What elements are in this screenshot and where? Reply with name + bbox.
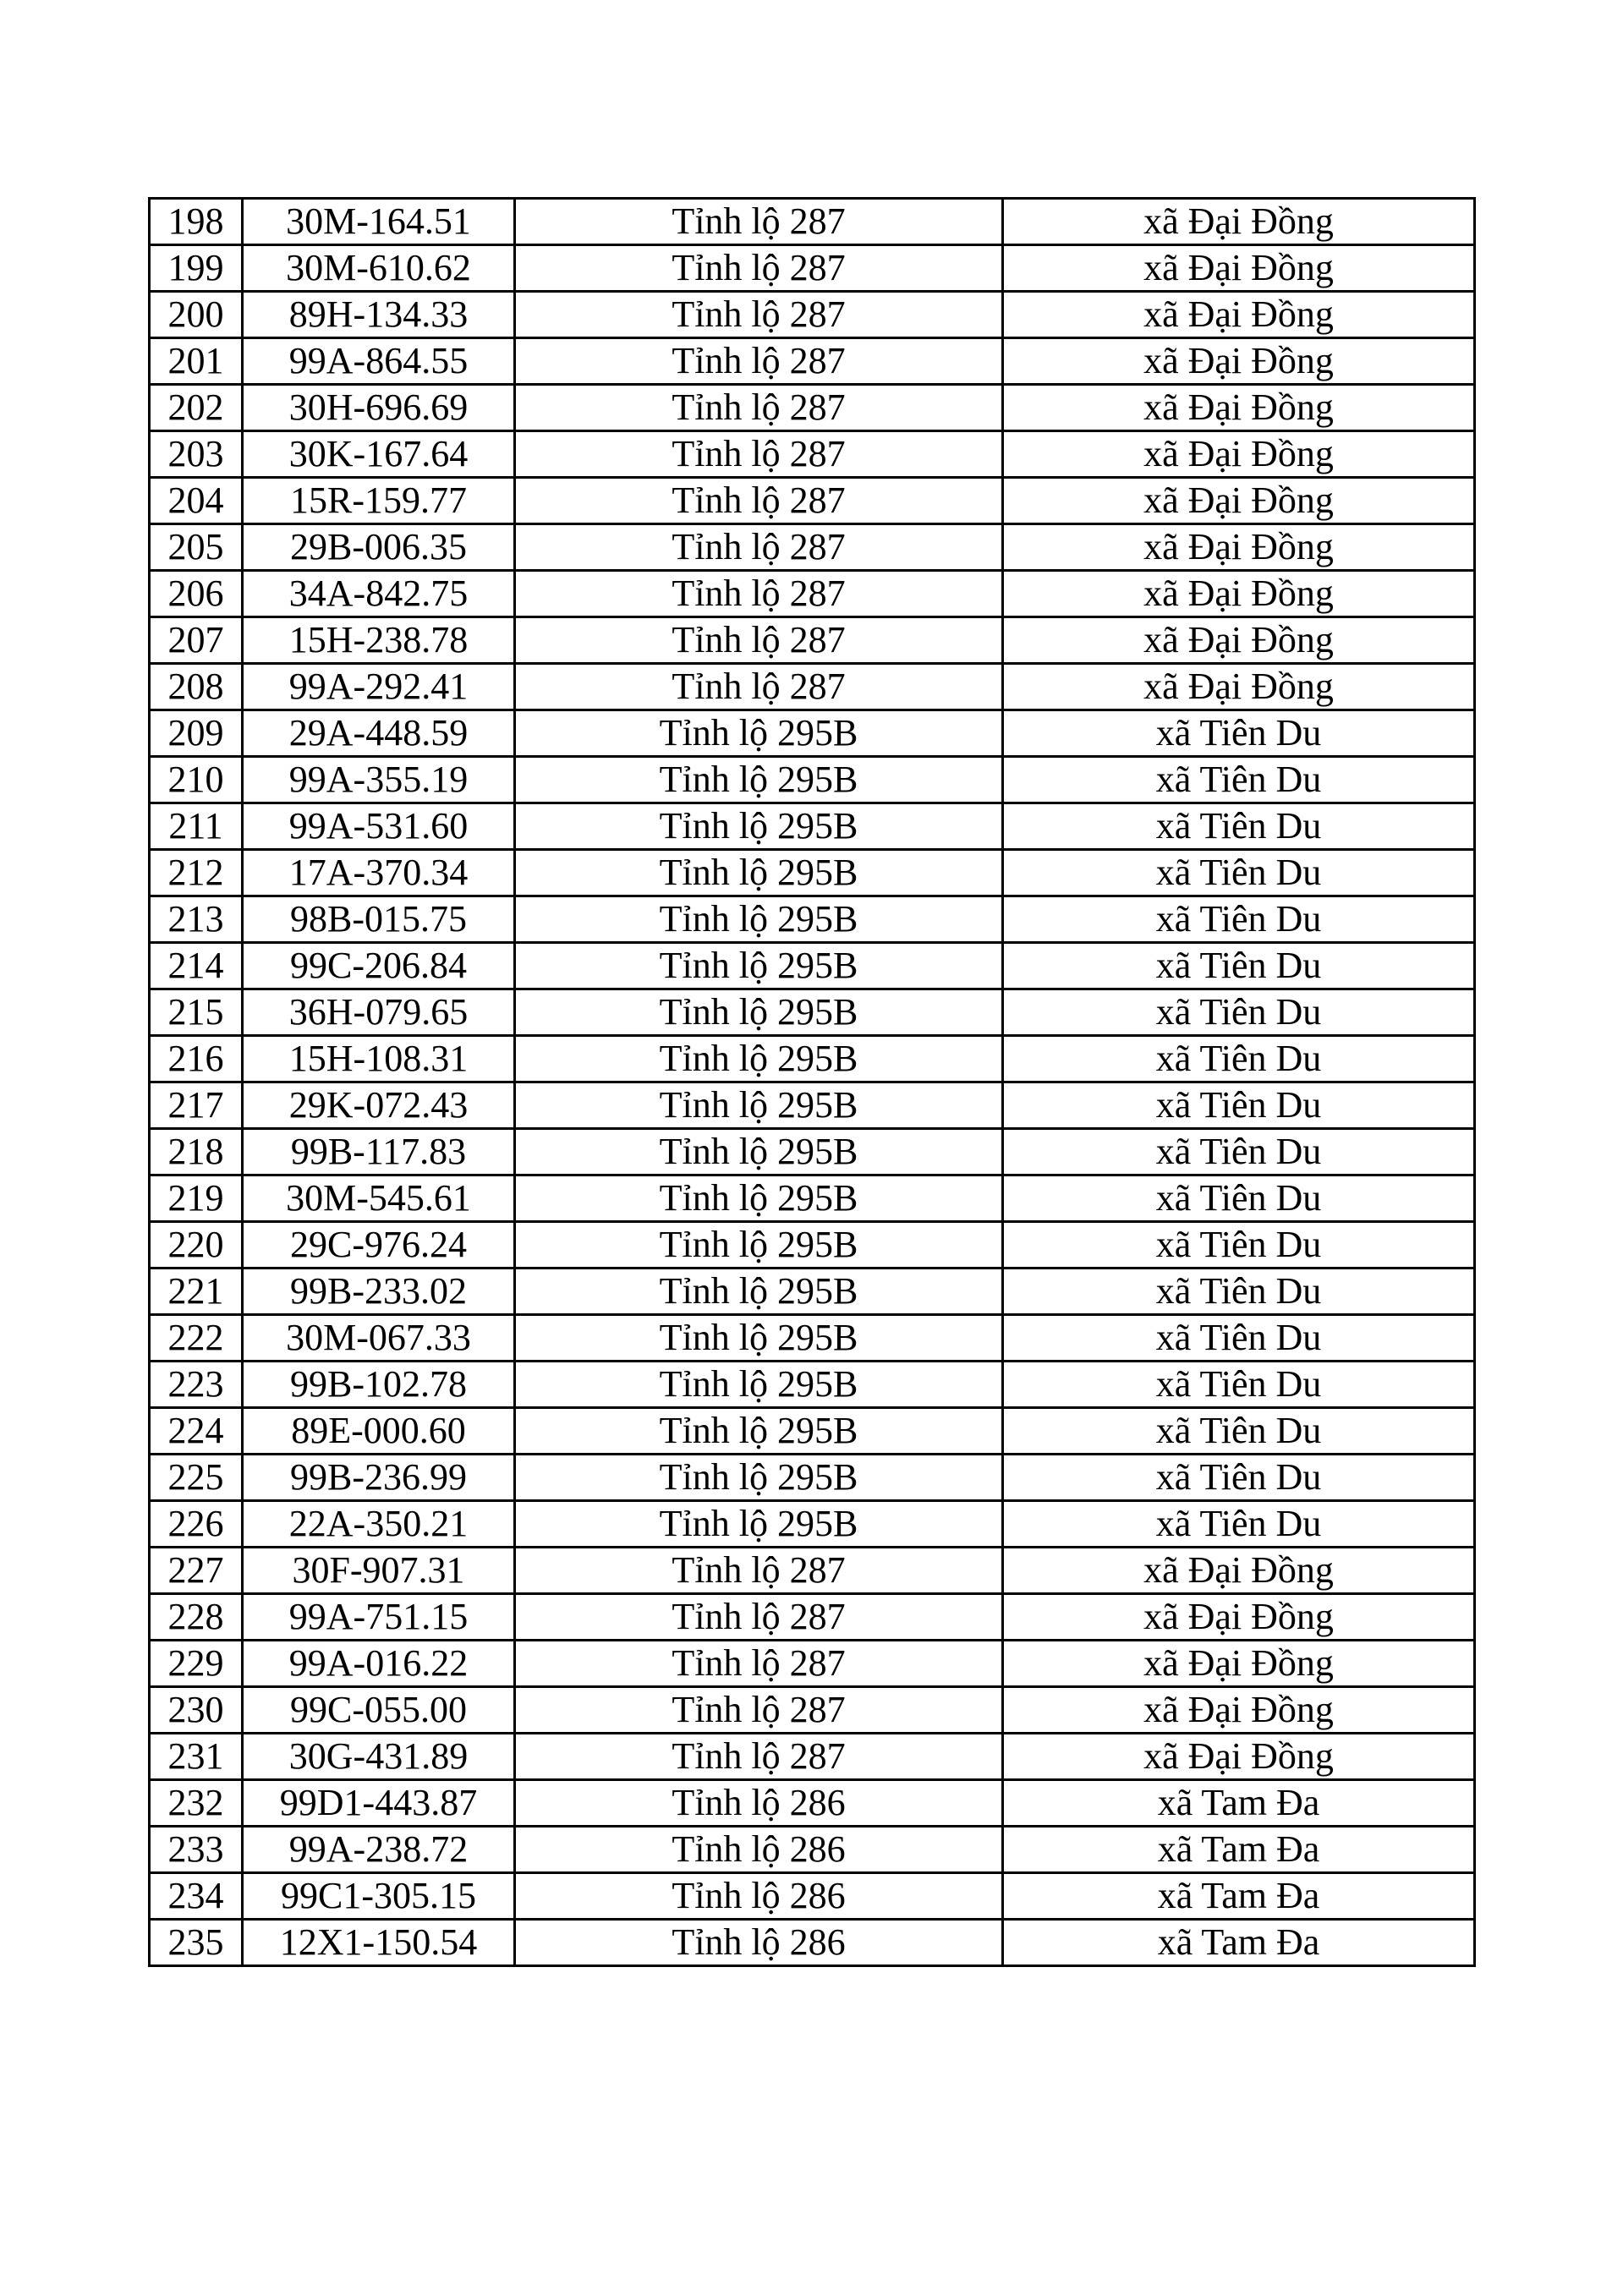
road-cell: Tỉnh lộ 287 bbox=[515, 1687, 1003, 1734]
row-number-cell: 221 bbox=[150, 1269, 243, 1315]
table-row bbox=[150, 524, 1475, 571]
commune-cell: xã Tiên Du bbox=[1003, 710, 1475, 757]
road-cell: Tỉnh lộ 287 bbox=[515, 478, 1003, 524]
license-plate-cell: 99A-864.55 bbox=[243, 338, 515, 385]
commune-cell: xã Tiên Du bbox=[1003, 1501, 1475, 1548]
table-row bbox=[150, 1827, 1475, 1873]
license-plate-cell: 29A-448.59 bbox=[243, 710, 515, 757]
road-cell: Tỉnh lộ 286 bbox=[515, 1827, 1003, 1873]
table-row bbox=[150, 1362, 1475, 1408]
row-number-cell: 219 bbox=[150, 1175, 243, 1222]
commune-cell: xã Đại Đồng bbox=[1003, 617, 1475, 664]
commune-cell: xã Đại Đồng bbox=[1003, 199, 1475, 245]
row-number-cell: 198 bbox=[150, 199, 243, 245]
table-row bbox=[150, 1780, 1475, 1827]
commune-cell: xã Đại Đồng bbox=[1003, 338, 1475, 385]
row-number-cell: 231 bbox=[150, 1734, 243, 1780]
table-row bbox=[150, 664, 1475, 710]
row-number-cell: 216 bbox=[150, 1036, 243, 1082]
license-plate-cell: 99D1-443.87 bbox=[243, 1780, 515, 1827]
license-plate-cell: 36H-079.65 bbox=[243, 989, 515, 1036]
row-number-cell: 200 bbox=[150, 292, 243, 338]
license-plate-cell: 15H-108.31 bbox=[243, 1036, 515, 1082]
road-cell: Tỉnh lộ 287 bbox=[515, 524, 1003, 571]
row-number-cell: 204 bbox=[150, 478, 243, 524]
table-row bbox=[150, 1920, 1475, 1966]
road-cell: Tỉnh lộ 287 bbox=[515, 571, 1003, 617]
road-cell: Tỉnh lộ 295B bbox=[515, 1501, 1003, 1548]
road-cell: Tỉnh lộ 295B bbox=[515, 850, 1003, 896]
road-cell: Tỉnh lộ 295B bbox=[515, 896, 1003, 943]
road-cell: Tỉnh lộ 287 bbox=[515, 338, 1003, 385]
row-number-cell: 224 bbox=[150, 1408, 243, 1455]
license-plate-cell: 30K-167.64 bbox=[243, 431, 515, 478]
row-number-cell: 207 bbox=[150, 617, 243, 664]
row-number-cell: 232 bbox=[150, 1780, 243, 1827]
license-plate-cell: 30G-431.89 bbox=[243, 1734, 515, 1780]
table-row bbox=[150, 199, 1475, 245]
row-number-cell: 229 bbox=[150, 1641, 243, 1687]
license-plate-cell: 99C1-305.15 bbox=[243, 1873, 515, 1920]
license-plate-cell: 99A-531.60 bbox=[243, 803, 515, 850]
table-row bbox=[150, 292, 1475, 338]
commune-cell: xã Tiên Du bbox=[1003, 896, 1475, 943]
table-row bbox=[150, 1641, 1475, 1687]
table-row bbox=[150, 803, 1475, 850]
table-row bbox=[150, 1082, 1475, 1129]
table-row bbox=[150, 245, 1475, 292]
table-row bbox=[150, 431, 1475, 478]
commune-cell: xã Đại Đồng bbox=[1003, 431, 1475, 478]
commune-cell: xã Tiên Du bbox=[1003, 1222, 1475, 1269]
row-number-cell: 223 bbox=[150, 1362, 243, 1408]
road-cell: Tỉnh lộ 295B bbox=[515, 943, 1003, 989]
row-number-cell: 227 bbox=[150, 1548, 243, 1594]
row-number-cell: 203 bbox=[150, 431, 243, 478]
road-cell: Tỉnh lộ 295B bbox=[515, 1315, 1003, 1362]
road-cell: Tỉnh lộ 295B bbox=[515, 1455, 1003, 1501]
road-cell: Tỉnh lộ 295B bbox=[515, 710, 1003, 757]
table-row bbox=[150, 1873, 1475, 1920]
license-plate-cell: 12X1-150.54 bbox=[243, 1920, 515, 1966]
row-number-cell: 226 bbox=[150, 1501, 243, 1548]
table-row bbox=[150, 1175, 1475, 1222]
license-plate-cell: 99B-233.02 bbox=[243, 1269, 515, 1315]
road-cell: Tỉnh lộ 287 bbox=[515, 1548, 1003, 1594]
table-row bbox=[150, 478, 1475, 524]
commune-cell: xã Đại Đồng bbox=[1003, 1548, 1475, 1594]
road-cell: Tỉnh lộ 295B bbox=[515, 757, 1003, 803]
license-plate-cell: 30M-067.33 bbox=[243, 1315, 515, 1362]
table-row bbox=[150, 1734, 1475, 1780]
road-cell: Tỉnh lộ 295B bbox=[515, 1362, 1003, 1408]
commune-cell: xã Tiên Du bbox=[1003, 1082, 1475, 1129]
commune-cell: xã Tiên Du bbox=[1003, 1315, 1475, 1362]
commune-cell: xã Tiên Du bbox=[1003, 1455, 1475, 1501]
commune-cell: xã Đại Đồng bbox=[1003, 385, 1475, 431]
commune-cell: xã Tiên Du bbox=[1003, 850, 1475, 896]
license-plate-cell: 30M-610.62 bbox=[243, 245, 515, 292]
road-cell: Tỉnh lộ 295B bbox=[515, 989, 1003, 1036]
row-number-cell: 235 bbox=[150, 1920, 243, 1966]
commune-cell: xã Tiên Du bbox=[1003, 1362, 1475, 1408]
table-row bbox=[150, 1687, 1475, 1734]
table-row bbox=[150, 571, 1475, 617]
row-number-cell: 201 bbox=[150, 338, 243, 385]
road-cell: Tỉnh lộ 287 bbox=[515, 664, 1003, 710]
license-plate-cell: 15R-159.77 bbox=[243, 478, 515, 524]
commune-cell: xã Đại Đồng bbox=[1003, 1594, 1475, 1641]
row-number-cell: 205 bbox=[150, 524, 243, 571]
license-plate-cell: 29K-072.43 bbox=[243, 1082, 515, 1129]
license-plate-cell: 30M-164.51 bbox=[243, 199, 515, 245]
row-number-cell: 209 bbox=[150, 710, 243, 757]
license-plate-cell: 99A-238.72 bbox=[243, 1827, 515, 1873]
row-number-cell: 199 bbox=[150, 245, 243, 292]
table-row bbox=[150, 1501, 1475, 1548]
license-plate-cell: 17A-370.34 bbox=[243, 850, 515, 896]
road-cell: Tỉnh lộ 286 bbox=[515, 1780, 1003, 1827]
commune-cell: xã Tiên Du bbox=[1003, 989, 1475, 1036]
row-number-cell: 225 bbox=[150, 1455, 243, 1501]
license-plate-cell: 98B-015.75 bbox=[243, 896, 515, 943]
road-cell: Tỉnh lộ 287 bbox=[515, 1594, 1003, 1641]
license-plate-cell: 29B-006.35 bbox=[243, 524, 515, 571]
license-plate-cell: 30M-545.61 bbox=[243, 1175, 515, 1222]
table-row bbox=[150, 617, 1475, 664]
road-cell: Tỉnh lộ 287 bbox=[515, 292, 1003, 338]
license-plate-cell: 99B-117.83 bbox=[243, 1129, 515, 1175]
row-number-cell: 228 bbox=[150, 1594, 243, 1641]
commune-cell: xã Tiên Du bbox=[1003, 757, 1475, 803]
road-cell: Tỉnh lộ 295B bbox=[515, 1222, 1003, 1269]
road-cell: Tỉnh lộ 295B bbox=[515, 1175, 1003, 1222]
road-cell: Tỉnh lộ 287 bbox=[515, 245, 1003, 292]
commune-cell: xã Tiên Du bbox=[1003, 803, 1475, 850]
commune-cell: xã Tiên Du bbox=[1003, 1036, 1475, 1082]
commune-cell: xã Đại Đồng bbox=[1003, 1641, 1475, 1687]
road-cell: Tỉnh lộ 287 bbox=[515, 617, 1003, 664]
table-row bbox=[150, 1455, 1475, 1501]
row-number-cell: 217 bbox=[150, 1082, 243, 1129]
table-row bbox=[150, 757, 1475, 803]
license-plate-cell: 22A-350.21 bbox=[243, 1501, 515, 1548]
row-number-cell: 202 bbox=[150, 385, 243, 431]
road-cell: Tỉnh lộ 295B bbox=[515, 1408, 1003, 1455]
commune-cell: xã Đại Đồng bbox=[1003, 1687, 1475, 1734]
row-number-cell: 218 bbox=[150, 1129, 243, 1175]
table-row bbox=[150, 1594, 1475, 1641]
table-row bbox=[150, 896, 1475, 943]
table-row bbox=[150, 1222, 1475, 1269]
commune-cell: xã Đại Đồng bbox=[1003, 1734, 1475, 1780]
license-plate-cell: 99C-055.00 bbox=[243, 1687, 515, 1734]
license-plate-cell: 34A-842.75 bbox=[243, 571, 515, 617]
table-body bbox=[150, 199, 1475, 1966]
row-number-cell: 230 bbox=[150, 1687, 243, 1734]
commune-cell: xã Tiên Du bbox=[1003, 1408, 1475, 1455]
license-plate-cell: 29C-976.24 bbox=[243, 1222, 515, 1269]
row-number-cell: 206 bbox=[150, 571, 243, 617]
license-plate-cell: 99C-206.84 bbox=[243, 943, 515, 989]
road-cell: Tỉnh lộ 295B bbox=[515, 803, 1003, 850]
table-row bbox=[150, 1129, 1475, 1175]
road-cell: Tỉnh lộ 287 bbox=[515, 1641, 1003, 1687]
commune-cell: xã Đại Đồng bbox=[1003, 571, 1475, 617]
row-number-cell: 211 bbox=[150, 803, 243, 850]
row-number-cell: 222 bbox=[150, 1315, 243, 1362]
row-number-cell: 234 bbox=[150, 1873, 243, 1920]
violation-plate-table bbox=[148, 197, 1476, 1967]
license-plate-cell: 89E-000.60 bbox=[243, 1408, 515, 1455]
road-cell: Tỉnh lộ 295B bbox=[515, 1036, 1003, 1082]
table-row bbox=[150, 1315, 1475, 1362]
table-row bbox=[150, 943, 1475, 989]
road-cell: Tỉnh lộ 286 bbox=[515, 1920, 1003, 1966]
table-row bbox=[150, 1408, 1475, 1455]
road-cell: Tỉnh lộ 287 bbox=[515, 1734, 1003, 1780]
table-row bbox=[150, 385, 1475, 431]
commune-cell: xã Tiên Du bbox=[1003, 1175, 1475, 1222]
road-cell: Tỉnh lộ 295B bbox=[515, 1129, 1003, 1175]
road-cell: Tỉnh lộ 287 bbox=[515, 199, 1003, 245]
commune-cell: xã Tam Đa bbox=[1003, 1780, 1475, 1827]
road-cell: Tỉnh lộ 286 bbox=[515, 1873, 1003, 1920]
license-plate-cell: 99A-355.19 bbox=[243, 757, 515, 803]
license-plate-cell: 99A-292.41 bbox=[243, 664, 515, 710]
row-number-cell: 210 bbox=[150, 757, 243, 803]
road-cell: Tỉnh lộ 287 bbox=[515, 431, 1003, 478]
table-row bbox=[150, 710, 1475, 757]
row-number-cell: 214 bbox=[150, 943, 243, 989]
license-plate-cell: 89H-134.33 bbox=[243, 292, 515, 338]
row-number-cell: 233 bbox=[150, 1827, 243, 1873]
row-number-cell: 208 bbox=[150, 664, 243, 710]
table-row bbox=[150, 1269, 1475, 1315]
road-cell: Tỉnh lộ 295B bbox=[515, 1269, 1003, 1315]
commune-cell: xã Đại Đồng bbox=[1003, 245, 1475, 292]
commune-cell: xã Đại Đồng bbox=[1003, 664, 1475, 710]
row-number-cell: 212 bbox=[150, 850, 243, 896]
table-row bbox=[150, 989, 1475, 1036]
commune-cell: xã Đại Đồng bbox=[1003, 478, 1475, 524]
commune-cell: xã Tiên Du bbox=[1003, 1269, 1475, 1315]
road-cell: Tỉnh lộ 295B bbox=[515, 1082, 1003, 1129]
table-row bbox=[150, 338, 1475, 385]
commune-cell: xã Đại Đồng bbox=[1003, 524, 1475, 571]
table-row bbox=[150, 850, 1475, 896]
row-number-cell: 220 bbox=[150, 1222, 243, 1269]
commune-cell: xã Tam Đa bbox=[1003, 1827, 1475, 1873]
license-plate-cell: 99B-102.78 bbox=[243, 1362, 515, 1408]
row-number-cell: 213 bbox=[150, 896, 243, 943]
commune-cell: xã Tam Đa bbox=[1003, 1873, 1475, 1920]
license-plate-cell: 30F-907.31 bbox=[243, 1548, 515, 1594]
commune-cell: xã Tiên Du bbox=[1003, 943, 1475, 989]
license-plate-cell: 99A-016.22 bbox=[243, 1641, 515, 1687]
commune-cell: xã Đại Đồng bbox=[1003, 292, 1475, 338]
commune-cell: xã Tiên Du bbox=[1003, 1129, 1475, 1175]
table-row bbox=[150, 1036, 1475, 1082]
license-plate-cell: 30H-696.69 bbox=[243, 385, 515, 431]
license-plate-cell: 15H-238.78 bbox=[243, 617, 515, 664]
license-plate-cell: 99B-236.99 bbox=[243, 1455, 515, 1501]
license-plate-cell: 99A-751.15 bbox=[243, 1594, 515, 1641]
commune-cell: xã Tam Đa bbox=[1003, 1920, 1475, 1966]
row-number-cell: 215 bbox=[150, 989, 243, 1036]
table-row bbox=[150, 1548, 1475, 1594]
road-cell: Tỉnh lộ 287 bbox=[515, 385, 1003, 431]
